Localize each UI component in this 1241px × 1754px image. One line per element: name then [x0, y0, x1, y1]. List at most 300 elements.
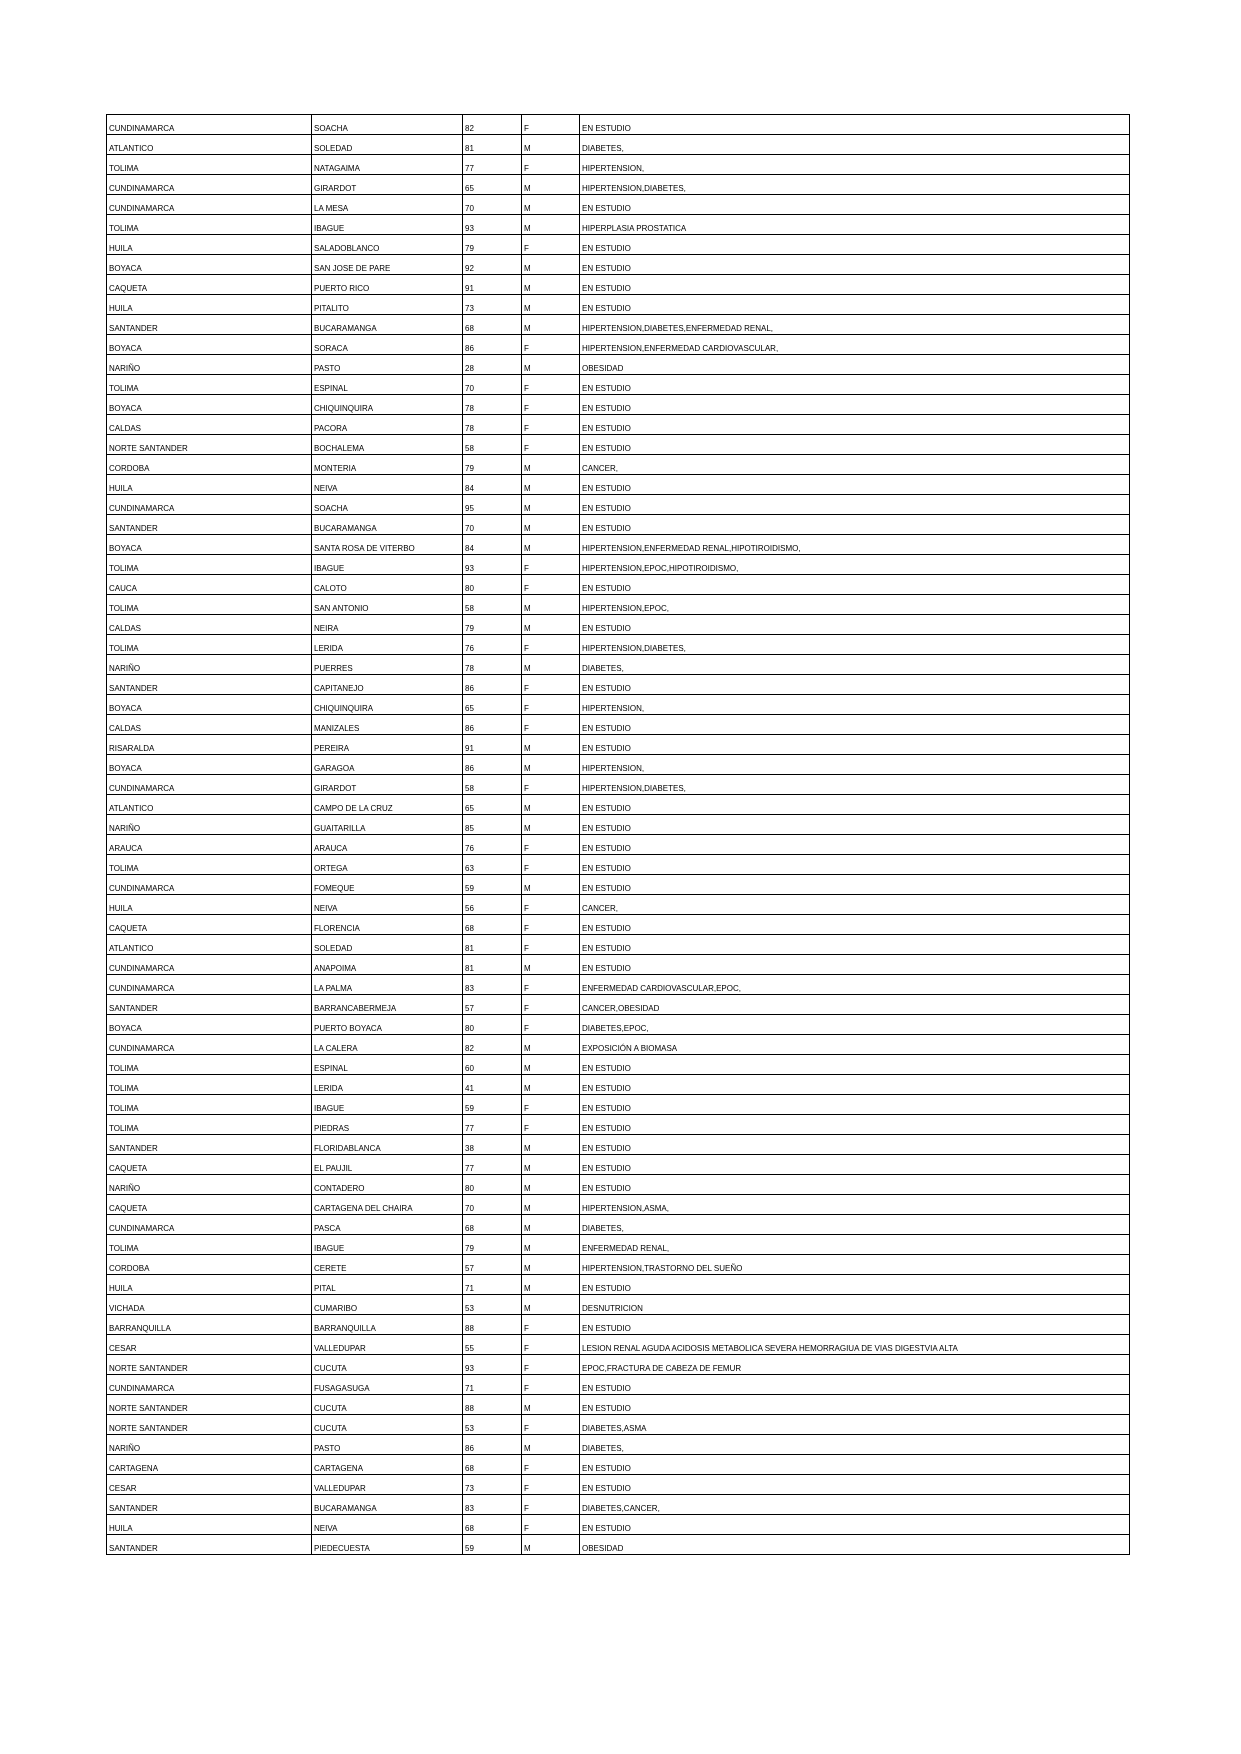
table-row: [107, 195, 1130, 215]
condition-cell: HIPERTENSION,ENFERMEDAD CARDIOVASCULAR,: [580, 335, 1130, 355]
age-cell: 60: [463, 1055, 522, 1075]
condition-cell: EN ESTUDIO: [580, 735, 1130, 755]
age-cell: 86: [463, 755, 522, 775]
sex-cell: M: [522, 1195, 580, 1215]
table-row: [107, 1055, 1130, 1075]
age-cell: 70: [463, 195, 522, 215]
condition-cell: EPOC,FRACTURA DE CABEZA DE FEMUR: [580, 1355, 1130, 1375]
table-row: [107, 1495, 1130, 1515]
condition-cell: CANCER,: [580, 455, 1130, 475]
municipality-cell: SORACA: [312, 335, 463, 355]
condition-cell: CANCER,: [580, 895, 1130, 915]
municipality-cell: BUCARAMANGA: [312, 1495, 463, 1515]
municipality-cell: PEREIRA: [312, 735, 463, 755]
sex-cell: M: [522, 755, 580, 775]
sex-cell: F: [522, 695, 580, 715]
condition-cell: DESNUTRICION: [580, 1295, 1130, 1315]
table-row: [107, 975, 1130, 995]
sex-cell: M: [522, 1275, 580, 1295]
municipality-cell: CHIQUINQUIRA: [312, 695, 463, 715]
department-cell: BOYACA: [107, 755, 312, 775]
age-cell: 59: [463, 1095, 522, 1115]
sex-cell: F: [522, 1355, 580, 1375]
table-row: [107, 135, 1130, 155]
department-cell: BOYACA: [107, 1015, 312, 1035]
sex-cell: F: [522, 1315, 580, 1335]
municipality-cell: GUAITARILLA: [312, 815, 463, 835]
municipality-cell: VALLEDUPAR: [312, 1475, 463, 1495]
sex-cell: F: [522, 235, 580, 255]
table-row: [107, 955, 1130, 975]
age-cell: 81: [463, 955, 522, 975]
department-cell: NORTE SANTANDER: [107, 1355, 312, 1375]
sex-cell: M: [522, 475, 580, 495]
age-cell: 93: [463, 1355, 522, 1375]
municipality-cell: SAN JOSE DE PARE: [312, 255, 463, 275]
condition-cell: DIABETES,: [580, 1435, 1130, 1455]
condition-cell: EN ESTUDIO: [580, 575, 1130, 595]
municipality-cell: BOCHALEMA: [312, 435, 463, 455]
municipality-cell: PIEDECUESTA: [312, 1535, 463, 1555]
sex-cell: M: [522, 1055, 580, 1075]
sex-cell: M: [522, 655, 580, 675]
age-cell: 65: [463, 695, 522, 715]
municipality-cell: NEIVA: [312, 895, 463, 915]
sex-cell: F: [522, 1495, 580, 1515]
sex-cell: F: [522, 555, 580, 575]
condition-cell: EN ESTUDIO: [580, 1315, 1130, 1335]
age-cell: 78: [463, 415, 522, 435]
sex-cell: M: [522, 1075, 580, 1095]
department-cell: CORDOBA: [107, 1255, 312, 1275]
sex-cell: M: [522, 215, 580, 235]
table-row: [107, 1095, 1130, 1115]
condition-cell: DIABETES,: [580, 655, 1130, 675]
age-cell: 65: [463, 175, 522, 195]
municipality-cell: ESPINAL: [312, 1055, 463, 1075]
municipality-cell: SANTA ROSA DE VITERBO: [312, 535, 463, 555]
table-row: [107, 1215, 1130, 1235]
sex-cell: F: [522, 335, 580, 355]
sex-cell: M: [522, 1175, 580, 1195]
municipality-cell: SALADOBLANCO: [312, 235, 463, 255]
condition-cell: EN ESTUDIO: [580, 515, 1130, 535]
age-cell: 65: [463, 795, 522, 815]
department-cell: CUNDINAMARCA: [107, 975, 312, 995]
sex-cell: M: [522, 355, 580, 375]
condition-cell: CANCER,OBESIDAD: [580, 995, 1130, 1015]
age-cell: 59: [463, 1535, 522, 1555]
sex-cell: F: [522, 1335, 580, 1355]
condition-cell: EN ESTUDIO: [580, 495, 1130, 515]
age-cell: 68: [463, 1215, 522, 1235]
sex-cell: F: [522, 1115, 580, 1135]
table-row: [107, 755, 1130, 775]
sex-cell: F: [522, 1515, 580, 1535]
department-cell: CUNDINAMARCA: [107, 115, 312, 135]
table-row: [107, 935, 1130, 955]
municipality-cell: IBAGUE: [312, 1095, 463, 1115]
age-cell: 93: [463, 555, 522, 575]
age-cell: 83: [463, 975, 522, 995]
table-row: [107, 735, 1130, 755]
municipality-cell: CUCUTA: [312, 1355, 463, 1375]
municipality-cell: FOMEQUE: [312, 875, 463, 895]
municipality-cell: CAPITANEJO: [312, 675, 463, 695]
department-cell: CUNDINAMARCA: [107, 1035, 312, 1055]
condition-cell: EN ESTUDIO: [580, 835, 1130, 855]
sex-cell: M: [522, 615, 580, 635]
condition-cell: DIABETES,ASMA: [580, 1415, 1130, 1435]
municipality-cell: MANIZALES: [312, 715, 463, 735]
age-cell: 68: [463, 1515, 522, 1535]
department-cell: CUNDINAMARCA: [107, 875, 312, 895]
table-row: [107, 435, 1130, 455]
table-row: [107, 1475, 1130, 1495]
table-row: [107, 1435, 1130, 1455]
table-row: [107, 155, 1130, 175]
condition-cell: HIPERTENSION,: [580, 695, 1130, 715]
municipality-cell: FLORIDABLANCA: [312, 1135, 463, 1155]
age-cell: 79: [463, 235, 522, 255]
age-cell: 82: [463, 115, 522, 135]
table-row: [107, 1315, 1130, 1335]
table-row: [107, 695, 1130, 715]
table-row: [107, 1015, 1130, 1035]
municipality-cell: SOACHA: [312, 115, 463, 135]
department-cell: CESAR: [107, 1335, 312, 1355]
department-cell: TOLIMA: [107, 155, 312, 175]
condition-cell: EXPOSICIÓN A BIOMASA: [580, 1035, 1130, 1055]
age-cell: 68: [463, 1455, 522, 1475]
department-cell: CAQUETA: [107, 915, 312, 935]
sex-cell: F: [522, 375, 580, 395]
department-cell: ARAUCA: [107, 835, 312, 855]
condition-cell: EN ESTUDIO: [580, 1115, 1130, 1135]
condition-cell: EN ESTUDIO: [580, 1075, 1130, 1095]
table-row: [107, 815, 1130, 835]
condition-cell: HIPERPLASIA PROSTATICA: [580, 215, 1130, 235]
table-row: [107, 315, 1130, 335]
age-cell: 53: [463, 1295, 522, 1315]
municipality-cell: SOACHA: [312, 495, 463, 515]
condition-cell: EN ESTUDIO: [580, 1275, 1130, 1295]
table-row: [107, 1415, 1130, 1435]
department-cell: TOLIMA: [107, 595, 312, 615]
municipality-cell: EL PAUJIL: [312, 1155, 463, 1175]
municipality-cell: CALOTO: [312, 575, 463, 595]
condition-cell: HIPERTENSION,DIABETES,ENFERMEDAD RENAL,: [580, 315, 1130, 335]
condition-cell: OBESIDAD: [580, 355, 1130, 375]
condition-cell: EN ESTUDIO: [580, 815, 1130, 835]
sex-cell: F: [522, 435, 580, 455]
sex-cell: M: [522, 595, 580, 615]
municipality-cell: GIRARDOT: [312, 175, 463, 195]
department-cell: NORTE SANTANDER: [107, 1395, 312, 1415]
department-cell: TOLIMA: [107, 215, 312, 235]
municipality-cell: IBAGUE: [312, 215, 463, 235]
municipality-cell: SOLEDAD: [312, 935, 463, 955]
sex-cell: M: [522, 1535, 580, 1555]
table-row: [107, 335, 1130, 355]
condition-cell: ENFERMEDAD CARDIOVASCULAR,EPOC,: [580, 975, 1130, 995]
department-cell: TOLIMA: [107, 1095, 312, 1115]
department-cell: NARIÑO: [107, 355, 312, 375]
condition-cell: EN ESTUDIO: [580, 915, 1130, 935]
table-row: [107, 1455, 1130, 1475]
sex-cell: F: [522, 715, 580, 735]
age-cell: 79: [463, 1235, 522, 1255]
table-row: [107, 775, 1130, 795]
table-row: [107, 1355, 1130, 1375]
table-row: [107, 295, 1130, 315]
condition-cell: EN ESTUDIO: [580, 295, 1130, 315]
municipality-cell: ANAPOIMA: [312, 955, 463, 975]
table-row: [107, 1135, 1130, 1155]
sex-cell: M: [522, 815, 580, 835]
condition-cell: ENFERMEDAD RENAL,: [580, 1235, 1130, 1255]
sex-cell: F: [522, 635, 580, 655]
condition-cell: EN ESTUDIO: [580, 255, 1130, 275]
age-cell: 80: [463, 1015, 522, 1035]
sex-cell: F: [522, 1375, 580, 1395]
table-row: [107, 235, 1130, 255]
age-cell: 63: [463, 855, 522, 875]
department-cell: SANTANDER: [107, 675, 312, 695]
table-row: [107, 115, 1130, 135]
condition-cell: EN ESTUDIO: [580, 1175, 1130, 1195]
department-cell: ATLANTICO: [107, 135, 312, 155]
sex-cell: F: [522, 415, 580, 435]
age-cell: 91: [463, 735, 522, 755]
sex-cell: F: [522, 1455, 580, 1475]
age-cell: 85: [463, 815, 522, 835]
age-cell: 76: [463, 635, 522, 655]
municipality-cell: GARAGOA: [312, 755, 463, 775]
table-row: [107, 515, 1130, 535]
municipality-cell: CONTADERO: [312, 1175, 463, 1195]
municipality-cell: LA CALERA: [312, 1035, 463, 1055]
condition-cell: EN ESTUDIO: [580, 415, 1130, 435]
table-row: [107, 1295, 1130, 1315]
condition-cell: EN ESTUDIO: [580, 675, 1130, 695]
condition-cell: EN ESTUDIO: [580, 795, 1130, 815]
condition-cell: HIPERTENSION,ASMA,: [580, 1195, 1130, 1215]
condition-cell: HIPERTENSION,: [580, 155, 1130, 175]
department-cell: NORTE SANTANDER: [107, 435, 312, 455]
sex-cell: F: [522, 395, 580, 415]
table-row: [107, 1195, 1130, 1215]
age-cell: 92: [463, 255, 522, 275]
condition-cell: DIABETES,: [580, 1215, 1130, 1235]
table-row: [107, 1515, 1130, 1535]
department-cell: BOYACA: [107, 395, 312, 415]
department-cell: CAQUETA: [107, 275, 312, 295]
age-cell: 84: [463, 475, 522, 495]
table-row: [107, 575, 1130, 595]
department-cell: CUNDINAMARCA: [107, 495, 312, 515]
municipality-cell: NEIVA: [312, 1515, 463, 1535]
department-cell: HUILA: [107, 1275, 312, 1295]
sex-cell: F: [522, 1015, 580, 1035]
table-row: [107, 595, 1130, 615]
sex-cell: M: [522, 955, 580, 975]
condition-cell: EN ESTUDIO: [580, 1455, 1130, 1475]
sex-cell: M: [522, 495, 580, 515]
department-cell: CUNDINAMARCA: [107, 775, 312, 795]
age-cell: 86: [463, 335, 522, 355]
department-cell: CUNDINAMARCA: [107, 175, 312, 195]
department-cell: TOLIMA: [107, 855, 312, 875]
condition-cell: EN ESTUDIO: [580, 1375, 1130, 1395]
department-cell: ATLANTICO: [107, 795, 312, 815]
age-cell: 70: [463, 375, 522, 395]
age-cell: 88: [463, 1315, 522, 1335]
table-row: [107, 615, 1130, 635]
sex-cell: M: [522, 735, 580, 755]
department-cell: TOLIMA: [107, 375, 312, 395]
sex-cell: M: [522, 1035, 580, 1055]
municipality-cell: CARTAGENA: [312, 1455, 463, 1475]
sex-cell: M: [522, 1435, 580, 1455]
table-row: [107, 1115, 1130, 1135]
municipality-cell: ARAUCA: [312, 835, 463, 855]
municipality-cell: BARRANQUILLA: [312, 1315, 463, 1335]
age-cell: 71: [463, 1275, 522, 1295]
age-cell: 70: [463, 515, 522, 535]
table-row: [107, 895, 1130, 915]
sex-cell: M: [522, 175, 580, 195]
condition-cell: EN ESTUDIO: [580, 235, 1130, 255]
condition-cell: DIABETES,EPOC,: [580, 1015, 1130, 1035]
condition-cell: HIPERTENSION,DIABETES,: [580, 175, 1130, 195]
department-cell: BOYACA: [107, 695, 312, 715]
condition-cell: EN ESTUDIO: [580, 1055, 1130, 1075]
age-cell: 53: [463, 1415, 522, 1435]
age-cell: 68: [463, 315, 522, 335]
sex-cell: M: [522, 795, 580, 815]
condition-cell: HIPERTENSION,EPOC,HIPOTIROIDISMO,: [580, 555, 1130, 575]
municipality-cell: BUCARAMANGA: [312, 315, 463, 335]
municipality-cell: LA MESA: [312, 195, 463, 215]
age-cell: 82: [463, 1035, 522, 1055]
sex-cell: M: [522, 535, 580, 555]
table-row: [107, 1395, 1130, 1415]
department-cell: NORTE SANTANDER: [107, 1415, 312, 1435]
condition-cell: HIPERTENSION,DIABETES,: [580, 775, 1130, 795]
condition-cell: HIPERTENSION,ENFERMEDAD RENAL,HIPOTIROIDISMO,: [580, 535, 1130, 555]
condition-cell: HIPERTENSION,: [580, 755, 1130, 775]
sex-cell: M: [522, 1255, 580, 1275]
department-cell: CUNDINAMARCA: [107, 1375, 312, 1395]
sex-cell: F: [522, 915, 580, 935]
age-cell: 58: [463, 775, 522, 795]
sex-cell: M: [522, 1395, 580, 1415]
age-cell: 95: [463, 495, 522, 515]
table-row: [107, 495, 1130, 515]
condition-cell: EN ESTUDIO: [580, 855, 1130, 875]
condition-cell: EN ESTUDIO: [580, 1475, 1130, 1495]
age-cell: 68: [463, 915, 522, 935]
sex-cell: M: [522, 195, 580, 215]
department-cell: TOLIMA: [107, 635, 312, 655]
age-cell: 86: [463, 1435, 522, 1455]
sex-cell: M: [522, 255, 580, 275]
table-row: [107, 475, 1130, 495]
condition-cell: EN ESTUDIO: [580, 1155, 1130, 1175]
table-row: [107, 535, 1130, 555]
department-cell: SANTANDER: [107, 515, 312, 535]
table-row: [107, 655, 1130, 675]
department-cell: CALDAS: [107, 615, 312, 635]
department-cell: TOLIMA: [107, 555, 312, 575]
table-row: [107, 715, 1130, 735]
table-row: [107, 215, 1130, 235]
department-cell: RISARALDA: [107, 735, 312, 755]
department-cell: BOYACA: [107, 335, 312, 355]
sex-cell: M: [522, 315, 580, 335]
sex-cell: M: [522, 135, 580, 155]
table-row: [107, 795, 1130, 815]
department-cell: CESAR: [107, 1475, 312, 1495]
age-cell: 73: [463, 1475, 522, 1495]
table-row: [107, 455, 1130, 475]
condition-cell: EN ESTUDIO: [580, 1515, 1130, 1535]
condition-cell: HIPERTENSION,EPOC,: [580, 595, 1130, 615]
municipality-cell: LA PALMA: [312, 975, 463, 995]
condition-cell: EN ESTUDIO: [580, 1395, 1130, 1415]
table-row: [107, 395, 1130, 415]
condition-cell: EN ESTUDIO: [580, 435, 1130, 455]
table-row: [107, 555, 1130, 575]
age-cell: 28: [463, 355, 522, 375]
age-cell: 76: [463, 835, 522, 855]
department-cell: HUILA: [107, 295, 312, 315]
municipality-cell: PITAL: [312, 1275, 463, 1295]
condition-cell: EN ESTUDIO: [580, 935, 1130, 955]
department-cell: CAUCA: [107, 575, 312, 595]
age-cell: 78: [463, 655, 522, 675]
age-cell: 79: [463, 455, 522, 475]
age-cell: 80: [463, 575, 522, 595]
condition-cell: EN ESTUDIO: [580, 955, 1130, 975]
age-cell: 80: [463, 1175, 522, 1195]
condition-cell: EN ESTUDIO: [580, 275, 1130, 295]
department-cell: HUILA: [107, 475, 312, 495]
department-cell: ATLANTICO: [107, 935, 312, 955]
condition-cell: DIABETES,CANCER,: [580, 1495, 1130, 1515]
department-cell: HUILA: [107, 895, 312, 915]
municipality-cell: PUERTO RICO: [312, 275, 463, 295]
age-cell: 81: [463, 935, 522, 955]
table-row: [107, 1535, 1130, 1555]
age-cell: 91: [463, 275, 522, 295]
age-cell: 56: [463, 895, 522, 915]
table-row: [107, 1075, 1130, 1095]
age-cell: 73: [463, 295, 522, 315]
sex-cell: M: [522, 295, 580, 315]
municipality-cell: PUERRES: [312, 655, 463, 675]
table-row: [107, 1175, 1130, 1195]
municipality-cell: PASCA: [312, 1215, 463, 1235]
municipality-cell: BARRANCABERMEJA: [312, 995, 463, 1015]
sex-cell: M: [522, 1155, 580, 1175]
age-cell: 81: [463, 135, 522, 155]
sex-cell: F: [522, 895, 580, 915]
department-cell: TOLIMA: [107, 1055, 312, 1075]
sex-cell: F: [522, 975, 580, 995]
municipality-cell: SOLEDAD: [312, 135, 463, 155]
